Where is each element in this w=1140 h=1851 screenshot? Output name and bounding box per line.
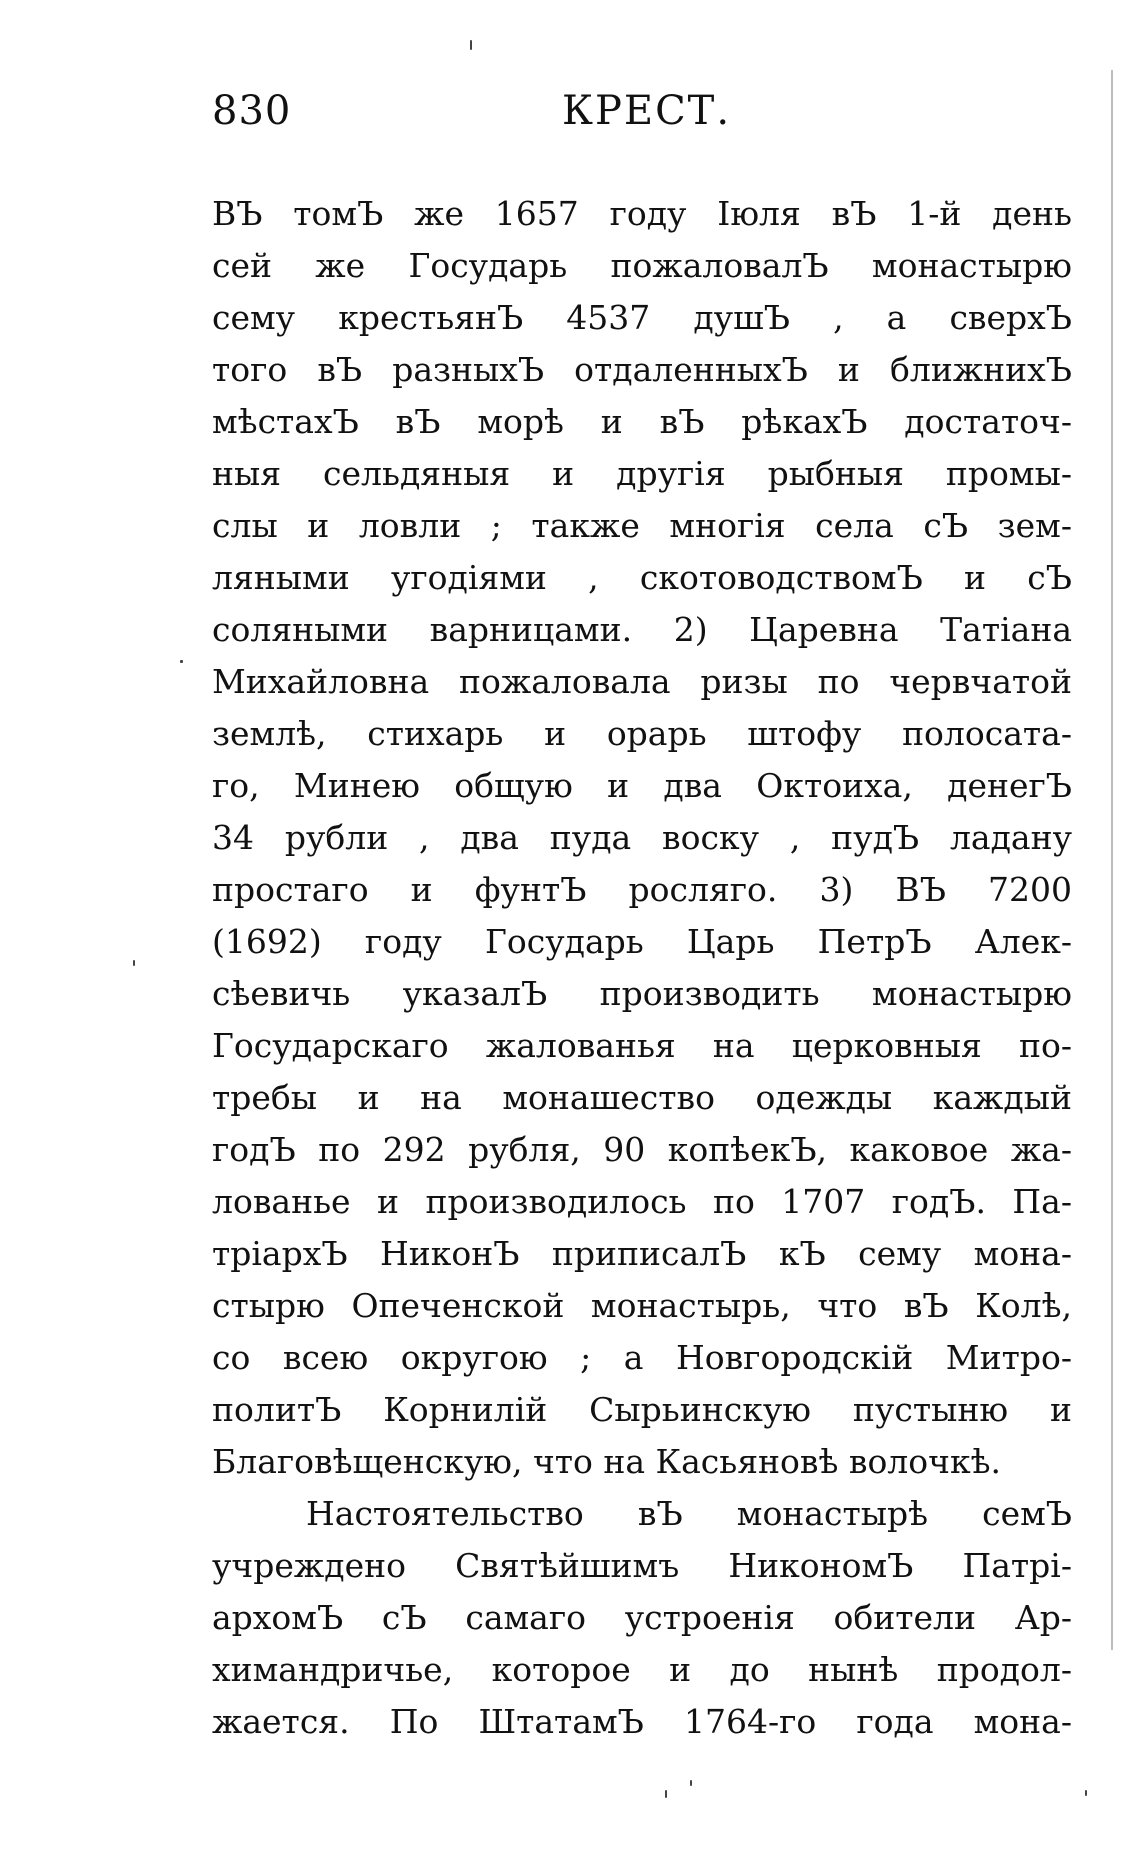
text-line: простаго и фунтЪ росляго. 3) ВЪ 7200 (212, 870, 1072, 909)
text-line: Настоятельство вЪ монастырѣ семЪ (306, 1494, 1072, 1533)
text-line: соляными варницами. 2) Царевна Татіана (212, 610, 1072, 649)
text-line: требы и на монашество одежды каждый (212, 1078, 1072, 1117)
text-line: химандричье, которое и до нынѣ продол- (212, 1650, 1072, 1689)
text-line: сѣевичь указалЪ производить монастырю (212, 974, 1072, 1013)
text-line: слы и ловли ; также многія села сЪ зем- (212, 506, 1072, 545)
text-line: сему крестьянЪ 4537 душЪ , а сверхЪ (212, 298, 1072, 337)
text-line: того вЪ разныхЪ отдаленныхЪ и ближнихЪ (212, 350, 1072, 389)
speck (133, 960, 135, 966)
text-line: го, Минею общую и два Октоиха, денегЪ (212, 766, 1072, 805)
text-line: сей же Государь пожаловалЪ монастырю (212, 246, 1072, 285)
page-header (212, 88, 1072, 148)
text-line: жается. По ШтатамЪ 1764-го года мона- (212, 1702, 1072, 1741)
text-line: архомЪ сЪ самаго устроенія обители Ар- (212, 1598, 1072, 1637)
text-line: землѣ, стихарь и орарь штофу полосата- (212, 714, 1072, 753)
text-line: годЪ по 292 рубля, 90 копѣекЪ, каковое жа- (212, 1130, 1072, 1169)
text-line: стырю Опеченской монастырь, что вЪ Колѣ, (212, 1286, 1072, 1325)
text-line: лованье и производилось по 1707 годЪ. Па- (212, 1182, 1072, 1221)
text-line: ляными угодіями , скотоводствомЪ и сЪ (212, 558, 1072, 597)
text-line: Михайловна пожаловала ризы по червчатой (212, 662, 1072, 701)
text-line: Благовѣщенскую, что на Касьяновѣ волочкѣ. (212, 1442, 1001, 1481)
text-line: 34 рубли , два пуда воску , пудЪ ладану (212, 818, 1072, 857)
text-line: учреждено Святѣйшимъ НикономЪ Патрі- (212, 1546, 1072, 1585)
body-text (212, 188, 1072, 1748)
text-line: мѣстахЪ вЪ морѣ и вЪ рѣкахЪ достаточ- (212, 402, 1072, 441)
speck (690, 1780, 692, 1786)
text-line: ВЪ томЪ же 1657 году Іюля вЪ 1-й день (212, 194, 1072, 233)
text-line: (1692) году Государь Царь ПетрЪ Алек- (212, 922, 1072, 961)
text-line: со всею округою ; а Новгородскій Митро- (212, 1338, 1072, 1377)
running-title: КРЕСТ. (562, 88, 732, 134)
text-line: тріархЪ НиконЪ приписалЪ кЪ сему мона- (212, 1234, 1072, 1273)
page-number: 830 (212, 88, 292, 134)
text-line: Государскаго жалованья на церковныя по- (212, 1026, 1072, 1065)
speck (470, 40, 472, 50)
speck (1085, 1790, 1087, 1796)
speck (665, 1790, 667, 1798)
text-line: ныя сельдяныя и другія рыбныя промы- (212, 454, 1072, 493)
speck (180, 660, 183, 663)
text-line: политЪ Корнилій Сырьинскую пустыню и (212, 1390, 1072, 1429)
page-edge-shadow (1111, 70, 1113, 1650)
